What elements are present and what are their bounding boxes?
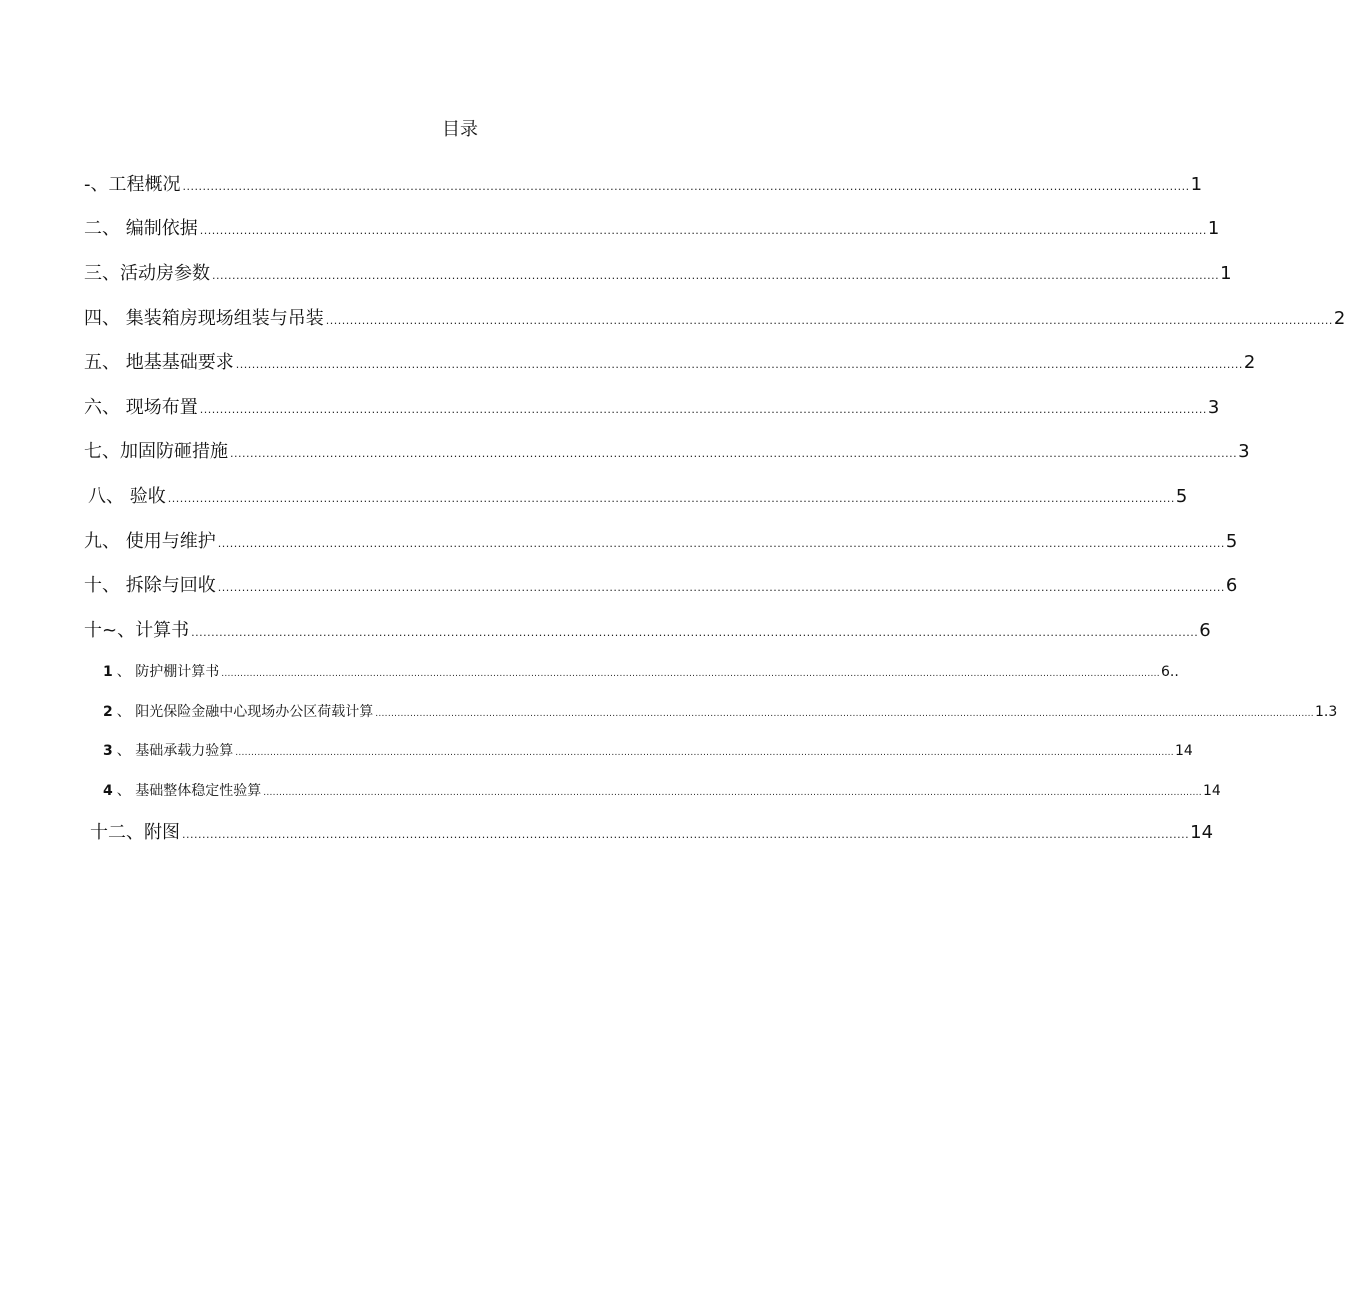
toc-entry[interactable] — [84, 216, 1220, 242]
toc-leader-dots: ......................................................................................................................................................................................................................................................................................................... — [221, 669, 1160, 679]
toc-leader-dots: ............................................................................................................................................................................................................................................................ — [182, 180, 1190, 193]
toc-entry-page: 14 — [1190, 822, 1214, 843]
toc-entry-label: 四、 集装箱房现场组装与吊装 — [84, 308, 324, 329]
toc-entry[interactable] — [84, 172, 1203, 198]
toc-entry-label: 十、 拆除与回收 — [84, 575, 216, 596]
toc-entry[interactable] — [84, 395, 1220, 421]
toc-sub-entry-number: 3 — [103, 743, 113, 759]
toc-sub-entry-label: 1 、 防护棚计算书 — [103, 664, 220, 680]
toc-sub-entry-label: 2 、 阳光保险金融中心现场办公区荷载计算 — [103, 704, 374, 720]
toc-title: 目录 — [442, 119, 478, 140]
toc-sub-entry-number: 2 — [103, 704, 113, 720]
toc-entry[interactable] — [84, 439, 1250, 465]
toc-entry-label: 六、 现场布置 — [84, 397, 198, 418]
toc-entry-label: 五、 地基基础要求 — [84, 352, 234, 373]
toc-entry-page: 3 — [1238, 441, 1250, 462]
toc-sub-entry-label: 4 、 基础整体稳定性验算 — [103, 783, 262, 799]
toc-leader-dots: ............................................................................................................................................................................................................................................................ — [230, 447, 1238, 460]
toc-entry-page: 6 — [1199, 620, 1211, 641]
toc-leader-dots: ............................................................................................................................................................................................................................................................ — [182, 828, 1190, 841]
toc-entry-page: 1 — [1190, 174, 1203, 195]
toc-leader-dots: ............................................................................................................................................................................................................................................................ — [199, 224, 1207, 237]
toc-entry-label: 九、 使用与维护 — [84, 531, 216, 552]
toc-entry[interactable] — [84, 618, 1211, 644]
toc-entry[interactable] — [84, 573, 1238, 599]
toc-sub-entry[interactable] — [103, 781, 1221, 807]
toc-entry-page: 3 — [1207, 397, 1220, 418]
toc-leader-dots: ............................................................................................................................................................................................................................................................ — [199, 403, 1207, 416]
toc-leader-dots: ......................................................................................................................................................................................................................................................................................................... — [235, 748, 1174, 758]
toc-leader-dots: ......................................................................................................................................................................................................................................................................................................... — [375, 709, 1314, 719]
toc-entry-label: 十~、计算书 — [84, 620, 190, 641]
toc-leader-dots: ............................................................................................................................................................................................................................................................ — [212, 269, 1220, 282]
toc-entry[interactable] — [88, 484, 1188, 510]
toc-leader-dots: ............................................................................................................................................................................................................................................................ — [167, 492, 1175, 505]
toc-entry-page: 1 — [1220, 263, 1232, 284]
toc-leader-dots: ............................................................................................................................................................................................................................................................ — [191, 626, 1199, 639]
toc-sub-entry-number: 1 — [103, 664, 113, 680]
toc-sub-entry-page: 6.. — [1160, 664, 1179, 680]
toc-leader-dots: ............................................................................................................................................................................................................................................................ — [217, 537, 1225, 550]
toc-sub-entry-page: 14 — [1202, 783, 1221, 799]
toc-entry-page: 2 — [1243, 352, 1256, 373]
toc-sub-entry[interactable] — [103, 702, 1338, 728]
toc-entry-label: 三、活动房参数 — [84, 263, 210, 284]
toc-entry[interactable] — [84, 261, 1232, 287]
toc-entry[interactable] — [84, 529, 1238, 555]
toc-sub-entry-page: 14 — [1174, 743, 1193, 759]
toc-leader-dots: ......................................................................................................................................................................................................................................................................................................... — [263, 788, 1202, 798]
toc-sub-entry-page: 1.3 — [1314, 704, 1338, 720]
toc-entry-label: 二、 编制依据 — [84, 218, 198, 239]
toc-leader-dots: ............................................................................................................................................................................................................................................................ — [325, 314, 1333, 327]
toc-entry-label: -、工程概况 — [84, 174, 181, 195]
toc-sub-entry-label: 3 、 基础承载力验算 — [103, 743, 234, 759]
toc-leader-dots: ............................................................................................................................................................................................................................................................ — [217, 581, 1225, 594]
toc-sub-entry[interactable] — [103, 662, 1179, 688]
toc-entry-label: 十二、附图 — [90, 822, 180, 843]
toc-entry-page: 2 — [1333, 308, 1345, 329]
toc-entry-label: 七、加固防砸措施 — [84, 441, 228, 462]
toc-entry[interactable] — [90, 820, 1214, 846]
toc-leader-dots: ............................................................................................................................................................................................................................................................ — [235, 358, 1243, 371]
toc-entry-page: 5 — [1225, 531, 1238, 552]
toc-entry[interactable] — [84, 350, 1256, 376]
toc-entry-page: 5 — [1175, 486, 1188, 507]
toc-sub-entry-number: 4 — [103, 783, 113, 799]
toc-entry-page: 6 — [1225, 575, 1238, 596]
toc-sub-entry[interactable] — [103, 741, 1193, 767]
toc-entry-label: 八、 验收 — [88, 486, 166, 507]
toc-entry-page: 1 — [1207, 218, 1220, 239]
toc-entry[interactable] — [84, 306, 1345, 332]
